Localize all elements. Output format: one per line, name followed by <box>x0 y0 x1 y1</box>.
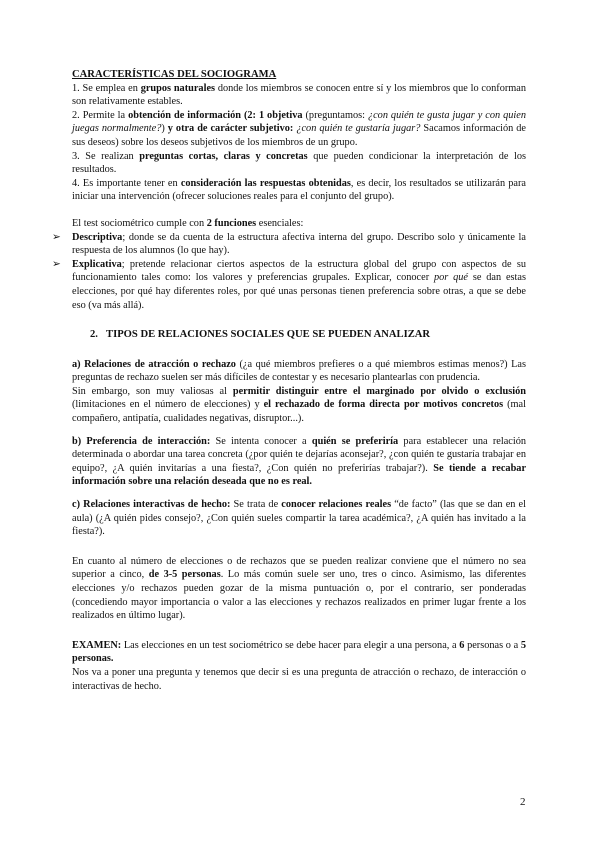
section-number: 2. <box>90 329 98 341</box>
bullet-descriptiva <box>52 231 526 258</box>
text: que pueden condicionar la interpretación de los resultados. <box>72 150 526 176</box>
text: Sacamos información de sus deseos) sobre los deseos subjetivos de los miembros de un grupo. <box>72 123 527 148</box>
numero-elecciones <box>72 555 526 623</box>
text: Se intenta conocer a <box>210 435 312 447</box>
bullet-explicativa <box>52 258 526 312</box>
bold-text: c) Relaciones interactivas de hecho: <box>72 499 231 511</box>
paragraph-1 <box>72 82 526 109</box>
section-heading-label: TIPOS DE RELACIONES SOCIALES QUE SE PUEDEN ANALIZAR <box>106 329 431 341</box>
text: Las elecciones en un test sociométrico se debe hacer para elegir a una persona, a <box>121 639 460 651</box>
preferencia-interaccion <box>72 435 526 489</box>
bold-text: b) Preferencia de interacción: <box>72 435 211 447</box>
italic-text: ¿con quién te gusta jugar y con quien juegas normalmente? <box>72 109 526 135</box>
bold-text: y otra de carácter subjetivo: <box>167 123 294 135</box>
text: (mal compañero, antipatía, cualidades negativas, disruptor...). <box>72 399 526 425</box>
bold-text: 6 <box>459 639 465 651</box>
text: . Lo más común suele ser uno, tres o cinco. Asimismo, las diferentes elecciones y/o rechazos pueden gozar de la misma puntuación o, por el contrario, ser ponderadas (concediendo mayor importancia o valor a las elecciones y rechazos realizados en primer lugar frente a los realizados en último lugar). <box>72 569 526 622</box>
relacion-atraccion-2 <box>72 385 526 426</box>
examen-note-2: Nos va a poner una pregunta y tenemos que decir si es una pregunta de atracción o rechazo, de interacción o interactivas de hecho. <box>72 666 526 692</box>
bold-text: consideración las respuestas obtenidas <box>180 177 351 189</box>
arrow-bullet-icon: ➢ <box>52 258 61 270</box>
text: En cuanto al número de elecciones o de rechazos que se pueden realizar conviene que el número no sea superior a cinco, <box>72 555 526 581</box>
text: 3. Se realizan <box>72 150 140 162</box>
bold-text: 2 funciones <box>206 217 257 229</box>
bold-text: de 3-5 personas <box>148 569 221 581</box>
bold-text: quién se preferiría <box>311 435 399 447</box>
funciones-intro <box>72 217 526 231</box>
text: ) <box>161 123 168 135</box>
text: esenciales: <box>256 217 304 229</box>
text: “de facto” (las que se dan en el aula) (¿A quién pides consejo?, ¿Con quién sueles compartir la tarea académica?, ¿A quién has invitado a la fiesta?). <box>72 499 526 538</box>
text: ; donde se da cuenta de la estructura afectiva interna del grupo. Describo solo y únicamente la respuesta de los alumnos (lo que hay). <box>72 231 526 257</box>
text: para establecer una relación determinada o abordar una tarea concreta (¿por quién te dejarías aconsejar?, ¿con quién te gustaría trabajar en equipo?, ¿A quién invitarías a una fiesta?, ¿Con quién no preferirías trabajar?). <box>72 435 527 474</box>
text: 1. Se emplea en <box>72 82 141 94</box>
text: personas o a <box>464 639 521 651</box>
section-heading-2 <box>72 328 526 342</box>
text: 2. Permite la <box>72 109 129 121</box>
bold-text: permitir distinguir entre el marginado por olvido o exclusión <box>232 385 526 397</box>
text: Se trata de <box>230 499 282 511</box>
text: El test sociométrico cumple con <box>72 217 207 229</box>
text: Sin embargo, son muy valiosas al <box>72 385 233 397</box>
bold-text: 5 personas. <box>72 639 526 665</box>
bold-text: preguntas cortas, claras y concretas <box>139 150 308 162</box>
paragraph-3 <box>72 150 526 177</box>
bold-text: a) Relaciones de atracción o rechazo <box>72 358 236 370</box>
text: donde los miembros se conocen entre sí y los miembros que lo conforman son relativamente estables. <box>72 82 527 108</box>
relacion-atraccion <box>72 358 526 385</box>
relaciones-interactivas <box>72 498 526 539</box>
examen-note <box>72 639 526 666</box>
italic-text: por qué <box>433 272 468 284</box>
bold-text: Explicativa <box>72 258 122 270</box>
bold-text: el rechazado de forma directa por motivos concretos <box>263 399 504 411</box>
text: (preguntamos: <box>302 109 368 121</box>
text: se dan estas elecciones, por qué hay diferentes roles, por qué unas personas tienen preferencia sobre otras, a que se debe eso (va más allá). <box>72 272 526 311</box>
paragraph-4 <box>72 177 526 204</box>
page-number: 2 <box>520 796 526 808</box>
arrow-bullet-icon: ➢ <box>52 231 61 243</box>
paragraph-2 <box>72 109 526 150</box>
text: ; pretende relacionar ciertos aspectos de la estructura global del grupo con aspectos de su funcionamiento tales como: los valores y preferencias grupales. Explicar, conocer <box>72 258 526 284</box>
document-body <box>52 68 527 693</box>
section-title: CARACTERÍSTICAS DEL SOCIOGRAMA <box>72 69 277 80</box>
bold-text: conocer relaciones reales <box>281 499 392 511</box>
text: (limitaciones en el número de elecciones) y <box>72 399 264 411</box>
bold-text: Descriptiva <box>72 231 123 243</box>
text: (¿a qué miembros prefieres o a qué miembros estimas menos?) Las preguntas de rechazo suelen ser más difíciles de contestar y es necesario plantearlas con prudencia. <box>72 358 526 384</box>
italic-text: ¿con quién te gustaría jugar? <box>296 123 421 135</box>
bold-text: Se tiende a recabar información sobre una relación deseada que no es real. <box>72 462 527 488</box>
bold-text: grupos naturales <box>140 82 216 94</box>
text: 4. Es importante tener en <box>72 177 181 189</box>
text: , es decir, los resultados se utilizarán para iniciar una intervención (ofrecer soluciones reales para el conjunto del grupo). <box>72 177 526 203</box>
bold-text: obtención de información (2: 1 objetiva <box>128 109 303 121</box>
bold-text: EXAMEN: <box>72 639 122 651</box>
